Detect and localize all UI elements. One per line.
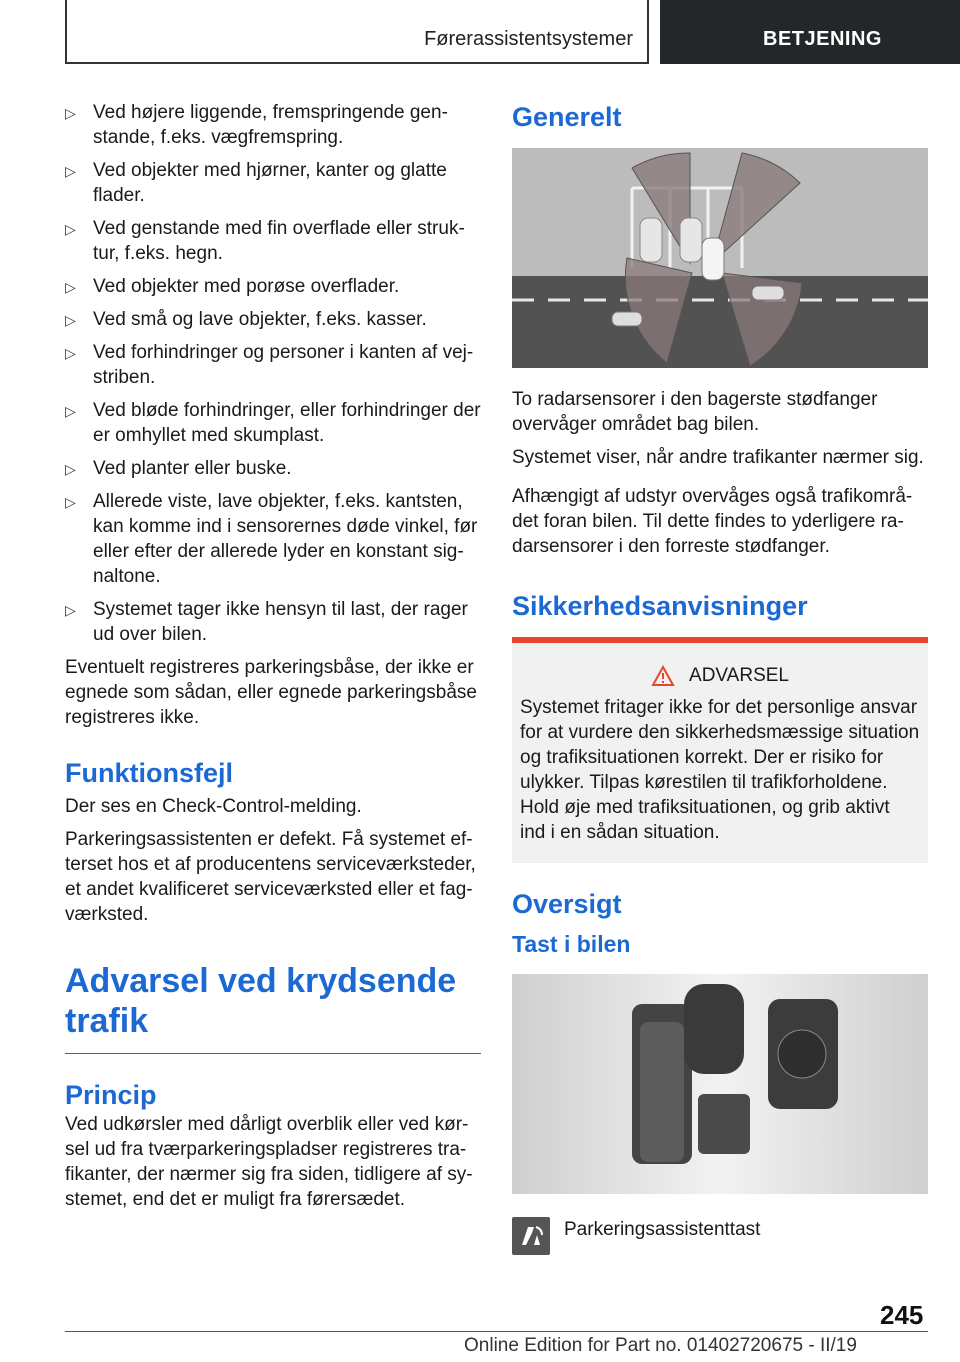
- header-chapter-title: BETJENING: [763, 28, 882, 50]
- warning-title: ADVARSEL: [689, 665, 789, 686]
- paragraph: Der ses en Check-Control-melding.: [65, 796, 362, 817]
- warning-box: [512, 637, 928, 863]
- triangle-bullet-icon: ▷: [65, 345, 76, 361]
- advarsel-heading: Advarsel ved krydsende trafik: [65, 962, 457, 1040]
- warning-text: Systemet fritager ikke for det personlige ansvar for at vurdere den sikkerhedsmæssige situation og trafiksituationen korrekt. Der er risiko for ulykker. Tilpas kørestilen til trafikforholdene. Hold øje med trafiksituationen, og grib aktivt ind i en sådan situation.: [520, 697, 920, 843]
- tast-i-bilen-subheading: Tast i bilen: [512, 931, 631, 957]
- header-chapter-box: [660, 0, 960, 64]
- triangle-bullet-icon: ▷: [65, 163, 76, 179]
- list-item: ▷ Ved forhindringer og personer i kanten af vej-striben.: [65, 342, 474, 388]
- paragraph: Systemet viser, når andre trafikanter nærmer sig.: [512, 447, 924, 468]
- oversigt-heading: Oversigt: [512, 889, 622, 919]
- footer-edition: Online Edition for Part no. 01402720675 - II/19: [464, 1335, 857, 1356]
- left-column: [65, 100, 481, 1220]
- page-number: 245: [880, 1300, 924, 1330]
- header-section-box: [65, 0, 649, 64]
- funktionsfejl-heading: Funktionsfejl: [65, 758, 233, 788]
- limitations-list: [65, 100, 481, 647]
- triangle-bullet-icon: ▷: [65, 403, 76, 419]
- paragraph: Parkeringsassistenten er defekt. Få systemet ef-terset hos et af producentens serviceværksteder, et andet kvalificeret serviceværksted eller et fag-værksted.: [65, 829, 476, 925]
- sikkerhed-heading: Sikkerhedsanvisninger: [512, 591, 808, 621]
- triangle-bullet-icon: ▷: [65, 221, 76, 237]
- triangle-bullet-icon: ▷: [65, 494, 76, 510]
- list-item: ▷ Ved højere liggende, fremspringende gen-stande, f.eks. vægfremspring.: [65, 102, 448, 148]
- radar-coverage-illustration: [512, 148, 928, 368]
- list-item: ▷ Ved objekter med hjørner, kanter og glatte flader.: [65, 160, 447, 206]
- list-item: ▷ Ved bløde forhindringer, eller forhindringer der er omhyllet med skumplast.: [65, 400, 481, 446]
- list-item: ▷ Systemet tager ikke hensyn til last, der rager ud over bilen.: [65, 599, 468, 645]
- hand-pointer-icon: [0, 0, 30, 30]
- button-legend-row: [512, 1217, 928, 1255]
- list-item: ▷ Ved små og lave objekter, f.eks. kasser.: [65, 309, 427, 330]
- footer-divider: [65, 1331, 928, 1332]
- button-legend-label: Parkeringsassistenttast: [564, 1219, 761, 1240]
- list-item: ▷ Ved genstande med fin overflade eller struk-tur, f.eks. hegn.: [65, 218, 465, 264]
- triangle-bullet-icon: ▷: [65, 461, 76, 477]
- list-item: ▷ Ved objekter med porøse overflader.: [65, 276, 400, 297]
- triangle-bullet-icon: ▷: [65, 602, 76, 618]
- paragraph: Eventuelt registreres parkeringsbåse, der ikke er egnede som sådan, eller egnede parkeringsbåse registreres ikke.: [65, 657, 477, 728]
- paragraph: To radarsensorer i den bagerste stødfanger overvåger området bag bilen.: [512, 389, 878, 435]
- header-section-title: Førerassistentsystemer: [424, 28, 633, 50]
- paragraph: Ved udkørsler med dårligt overblik eller ved kør-sel ud fra tværparkeringspladser registreres tra-fikanter, der nærmer sig fra siden, tidligere af sy-stemet, end det er muligt fra førersædet.: [65, 1114, 473, 1210]
- warning-triangle-icon: [651, 665, 675, 687]
- triangle-bullet-icon: ▷: [65, 105, 76, 121]
- park-assist-button-icon: [512, 1217, 550, 1255]
- list-item: ▷ Ved planter eller buske.: [65, 458, 292, 479]
- generelt-heading: Generelt: [512, 102, 622, 132]
- paragraph: Afhængigt af udstyr overvåges også trafikområ-det foran bilen. Til dette findes to yderligere ra-darsensorer i den forreste stødfanger.: [512, 486, 913, 557]
- warning-title-row: [520, 665, 920, 687]
- princip-heading: Princip: [65, 1080, 157, 1110]
- right-column: [512, 100, 928, 1255]
- triangle-bullet-icon: ▷: [65, 279, 76, 295]
- triangle-bullet-icon: ▷: [65, 312, 76, 328]
- list-item: ▷ Allerede viste, lave objekter, f.eks. kantsten, kan komme ind i sensorernes døde vinkel, før eller efter der allerede lyder en konstant sig-naltone.: [65, 491, 478, 587]
- center-console-photo: [512, 974, 928, 1194]
